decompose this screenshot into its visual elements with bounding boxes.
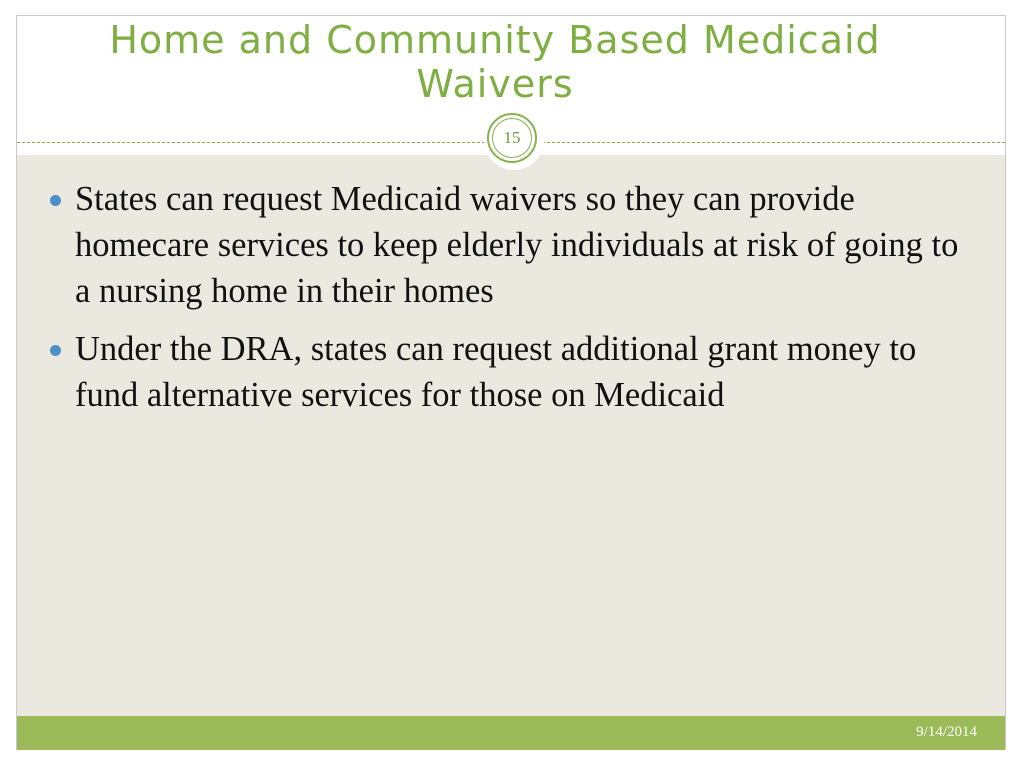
- bullet-text: States can request Medicaid waivers so they can provide homecare services to keep elderly individuals at risk of going to a nursing home in their homes: [75, 180, 959, 310]
- bullet-list: [44, 176, 964, 430]
- bullet-item: [44, 326, 964, 418]
- footer-date: 9/14/2014: [916, 724, 977, 740]
- bullet-dot-icon: [50, 345, 61, 356]
- bullet-text: Under the DRA, states can request additional grant money to fund alternative services for those on Medicaid: [75, 330, 917, 414]
- bullet-item: [44, 176, 964, 314]
- footer-bar: [17, 716, 1005, 750]
- slide-number: 15: [503, 128, 521, 147]
- slide-title: Home and Community Based Medicaid Waivers: [109, 18, 881, 106]
- bullet-dot-icon: [50, 195, 61, 206]
